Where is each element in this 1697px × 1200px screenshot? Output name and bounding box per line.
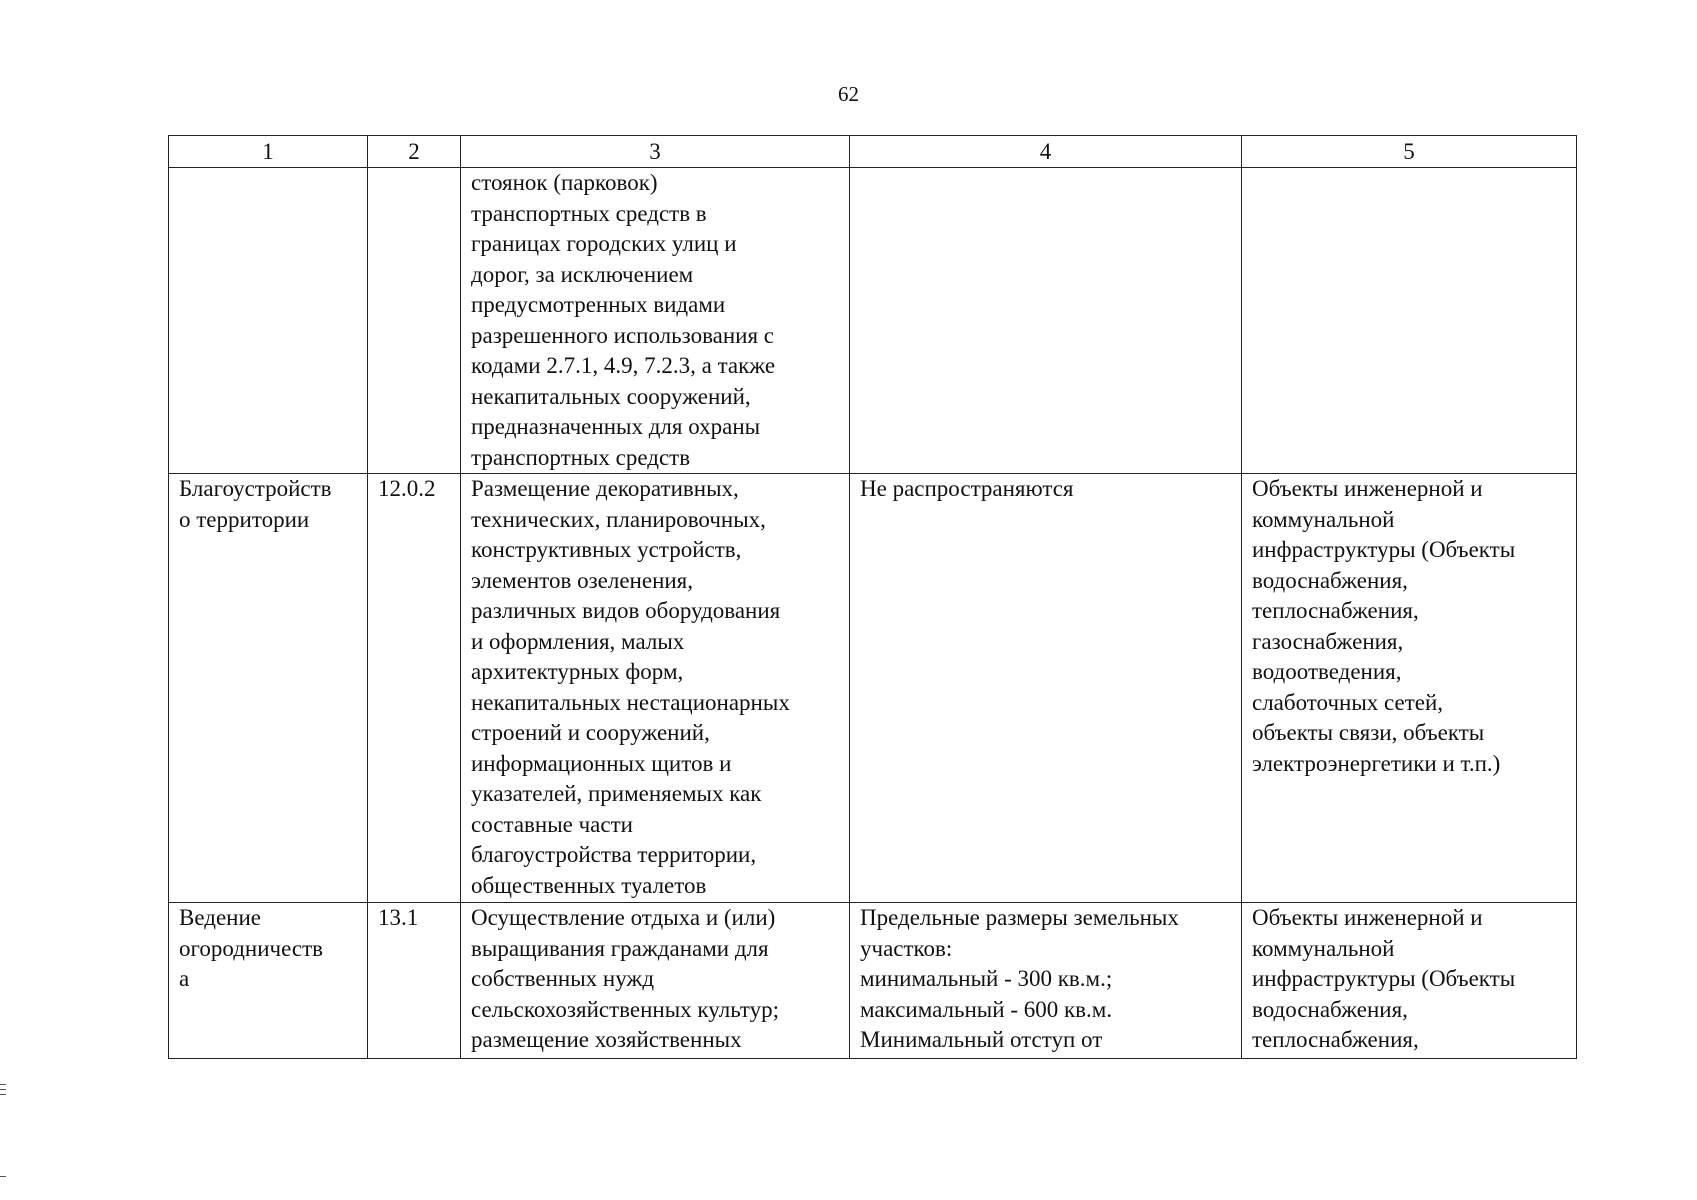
column-header-3: 3 xyxy=(461,136,850,168)
scan-artifact xyxy=(0,1089,6,1090)
auxiliary-cell: Объекты инженерной и коммунальной инфраструктуры (Объекты водоснабжения, теплоснабжения, xyxy=(1242,903,1577,1059)
use-description-cell: стоянок (парковок) транспортных средств в границах городских улиц и дорог, за исключением предусмотренных видами разрешенного использования с кодами 2.7.1, 4.9, 7.2.3, а также некапитальных сооружений, предназначенных для охраны транспортных средств xyxy=(461,168,850,474)
use-description-cell: Размещение декоративных, технических, планировочных, конструктивных устройств, элементов озеленения, различных видов оборудования и оформления, малых архитектурных форм, некапитальных нестационарных строений и сооружений, информационных щитов и указателей, применяемых как составные части благоустройства территории, общественных туалетов xyxy=(461,474,850,903)
column-header-2: 2 xyxy=(368,136,461,168)
scan-artifact xyxy=(0,1084,6,1085)
use-code-cell: 13.1 xyxy=(368,903,461,1059)
use-code-cell: 12.0.2 xyxy=(368,474,461,903)
limits-cell: Предельные размеры земельных участков: минимальный - 300 кв.м.; максимальный - 600 кв.м. Минимальный отступ от xyxy=(850,903,1242,1059)
table-row xyxy=(169,903,1577,1059)
auxiliary-cell xyxy=(1242,168,1577,474)
column-header-1: 1 xyxy=(169,136,368,168)
land-use-table xyxy=(168,135,1577,1059)
auxiliary-cell: Объекты инженерной и коммунальной инфраструктуры (Объекты водоснабжения, теплоснабжения, газоснабжения, водоотведения, слаботочных сетей, объекты связи, объекты электроэнергетики и т.п.) xyxy=(1242,474,1577,903)
use-description-cell: Осуществление отдыха и (или) выращивания гражданами для собственных нужд сельскохозяйственных культур; размещение хозяйственных xyxy=(461,903,850,1059)
scan-artifact xyxy=(0,1094,6,1095)
column-header-5: 5 xyxy=(1242,136,1577,168)
column-header-4: 4 xyxy=(850,136,1242,168)
limits-cell xyxy=(850,168,1242,474)
scan-artifact xyxy=(0,1176,6,1177)
page-number: 62 xyxy=(838,82,859,106)
table-header-row xyxy=(169,136,1577,168)
table-row xyxy=(169,168,1577,474)
use-name-cell: Благоустройств о территории xyxy=(169,474,368,903)
use-name-cell: Ведение огородничеств а xyxy=(169,903,368,1059)
table-row xyxy=(169,474,1577,903)
limits-cell: Не распространяются xyxy=(850,474,1242,903)
use-code-cell xyxy=(368,168,461,474)
use-name-cell xyxy=(169,168,368,474)
